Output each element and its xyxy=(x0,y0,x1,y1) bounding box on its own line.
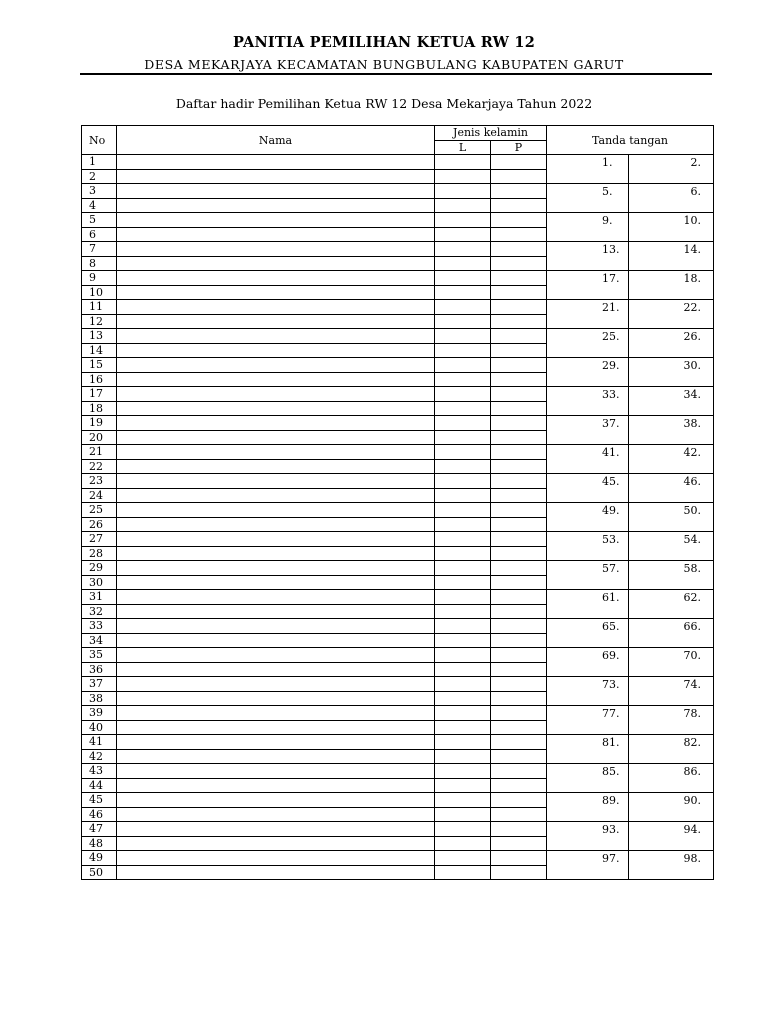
name-cell[interactable] xyxy=(117,561,435,576)
signature-slot-right[interactable]: 6. xyxy=(629,184,714,213)
gender-l-cell[interactable] xyxy=(435,503,491,518)
gender-p-cell[interactable] xyxy=(491,155,547,170)
gender-p-cell[interactable] xyxy=(491,445,547,460)
signature-slot-left[interactable]: 25. xyxy=(547,329,629,358)
table-row xyxy=(82,735,714,750)
gender-l-cell[interactable] xyxy=(435,227,491,242)
table-row xyxy=(82,503,714,518)
gender-p-cell[interactable] xyxy=(491,735,547,750)
row-number: 31 xyxy=(82,590,117,605)
name-cell[interactable] xyxy=(117,778,435,793)
row-number: 44 xyxy=(82,778,117,793)
gender-l-cell[interactable] xyxy=(435,851,491,866)
signature-slot-right[interactable]: 86. xyxy=(629,764,714,793)
row-number: 4 xyxy=(82,198,117,213)
table-row xyxy=(82,648,714,663)
column-header-no: No xyxy=(82,126,117,155)
signature-slot-left[interactable]: 49. xyxy=(547,503,629,532)
gender-p-cell[interactable] xyxy=(491,401,547,416)
signature-slot-right[interactable]: 42. xyxy=(629,445,714,474)
row-number: 20 xyxy=(82,430,117,445)
signature-slot-right[interactable]: 34. xyxy=(629,387,714,416)
gender-l-cell[interactable] xyxy=(435,213,491,228)
committee-title: PANITIA PEMILIHAN KETUA RW 12 xyxy=(232,34,535,51)
gender-l-cell[interactable] xyxy=(435,720,491,735)
row-number: 38 xyxy=(82,691,117,706)
gender-p-cell[interactable] xyxy=(491,691,547,706)
signature-slot-left[interactable]: 41. xyxy=(547,445,629,474)
row-number: 29 xyxy=(82,561,117,576)
signature-slot-left[interactable]: 17. xyxy=(547,271,629,300)
gender-l-cell[interactable] xyxy=(435,604,491,619)
gender-p-cell[interactable] xyxy=(491,198,547,213)
gender-l-cell[interactable] xyxy=(435,662,491,677)
gender-l-cell[interactable] xyxy=(435,865,491,880)
row-number: 37 xyxy=(82,677,117,692)
gender-p-cell[interactable] xyxy=(491,778,547,793)
gender-l-cell[interactable] xyxy=(435,314,491,329)
row-number: 10 xyxy=(82,285,117,300)
signature-slot-left[interactable]: 65. xyxy=(547,619,629,648)
table-row xyxy=(82,561,714,576)
table-row xyxy=(82,851,714,866)
gender-l-cell[interactable] xyxy=(435,735,491,750)
signature-slot-right[interactable]: 26. xyxy=(629,329,714,358)
name-cell[interactable] xyxy=(117,300,435,315)
row-number: 19 xyxy=(82,416,117,431)
name-cell[interactable] xyxy=(117,720,435,735)
row-number: 35 xyxy=(82,648,117,663)
row-number: 18 xyxy=(82,401,117,416)
row-number: 25 xyxy=(82,503,117,518)
name-cell[interactable] xyxy=(117,256,435,271)
gender-p-cell[interactable] xyxy=(491,285,547,300)
gender-p-cell[interactable] xyxy=(491,474,547,489)
signature-slot-left[interactable]: 45. xyxy=(547,474,629,503)
row-number: 49 xyxy=(82,851,117,866)
name-cell[interactable] xyxy=(117,749,435,764)
gender-p-cell[interactable] xyxy=(491,517,547,532)
table-row xyxy=(82,532,714,547)
gender-l-cell[interactable] xyxy=(435,488,491,503)
table-row xyxy=(82,329,714,344)
gender-p-cell[interactable] xyxy=(491,387,547,402)
signature-slot-right[interactable]: 54. xyxy=(629,532,714,561)
name-cell[interactable] xyxy=(117,430,435,445)
signature-slot-left[interactable]: 81. xyxy=(547,735,629,764)
gender-l-cell[interactable] xyxy=(435,256,491,271)
gender-p-cell[interactable] xyxy=(491,749,547,764)
name-cell[interactable] xyxy=(117,706,435,721)
name-cell[interactable] xyxy=(117,416,435,431)
gender-p-cell[interactable] xyxy=(491,836,547,851)
row-number: 48 xyxy=(82,836,117,851)
gender-p-cell[interactable] xyxy=(491,416,547,431)
name-cell[interactable] xyxy=(117,517,435,532)
signature-slot-right[interactable]: 90. xyxy=(629,793,714,822)
name-cell[interactable] xyxy=(117,271,435,286)
signature-slot-right[interactable]: 98. xyxy=(629,851,714,880)
row-number: 2 xyxy=(82,169,117,184)
name-cell[interactable] xyxy=(117,358,435,373)
row-number: 13 xyxy=(82,329,117,344)
row-number: 47 xyxy=(82,822,117,837)
table-row xyxy=(82,706,714,721)
village-subtitle: DESA MEKARJAYA KECAMATAN BUNGBULANG KABUPATEN GARUT xyxy=(144,57,624,72)
gender-l-cell[interactable] xyxy=(435,793,491,808)
signature-slot-left[interactable]: 93. xyxy=(547,822,629,851)
gender-p-cell[interactable] xyxy=(491,865,547,880)
gender-l-cell[interactable] xyxy=(435,619,491,634)
gender-p-cell[interactable] xyxy=(491,851,547,866)
name-cell[interactable] xyxy=(117,691,435,706)
gender-p-cell[interactable] xyxy=(491,343,547,358)
signature-slot-left[interactable]: 69. xyxy=(547,648,629,677)
signature-slot-right[interactable]: 94. xyxy=(629,822,714,851)
gender-l-cell[interactable] xyxy=(435,242,491,257)
gender-l-cell[interactable] xyxy=(435,343,491,358)
name-cell[interactable] xyxy=(117,213,435,228)
gender-p-cell[interactable] xyxy=(491,720,547,735)
signature-slot-left[interactable]: 21. xyxy=(547,300,629,329)
table-row xyxy=(82,445,714,460)
gender-p-cell[interactable] xyxy=(491,256,547,271)
gender-l-cell[interactable] xyxy=(435,155,491,170)
row-number: 8 xyxy=(82,256,117,271)
attendance-heading: Daftar hadir Pemilihan Ketua RW 12 Desa Mekarjaya Tahun 2022 xyxy=(175,96,593,111)
gender-p-cell[interactable] xyxy=(491,764,547,779)
name-cell[interactable] xyxy=(117,822,435,837)
table-row xyxy=(82,474,714,489)
gender-p-cell[interactable] xyxy=(491,488,547,503)
column-header-jenis-kelamin: Jenis kelamin xyxy=(435,126,547,141)
name-cell[interactable] xyxy=(117,662,435,677)
gender-p-cell[interactable] xyxy=(491,532,547,547)
signature-slot-right[interactable]: 50. xyxy=(629,503,714,532)
gender-l-cell[interactable] xyxy=(435,416,491,431)
name-cell[interactable] xyxy=(117,735,435,750)
signature-slot-right[interactable]: 66. xyxy=(629,619,714,648)
name-cell[interactable] xyxy=(117,474,435,489)
gender-p-cell[interactable] xyxy=(491,503,547,518)
gender-l-cell[interactable] xyxy=(435,372,491,387)
name-cell[interactable] xyxy=(117,677,435,692)
row-number: 1 xyxy=(82,155,117,170)
gender-l-cell[interactable] xyxy=(435,459,491,474)
gender-l-cell[interactable] xyxy=(435,474,491,489)
gender-l-cell[interactable] xyxy=(435,445,491,460)
gender-l-cell[interactable] xyxy=(435,271,491,286)
gender-l-cell[interactable] xyxy=(435,546,491,561)
name-cell[interactable] xyxy=(117,198,435,213)
signature-slot-left[interactable]: 89. xyxy=(547,793,629,822)
gender-l-cell[interactable] xyxy=(435,764,491,779)
row-number: 5 xyxy=(82,213,117,228)
signature-slot-right[interactable]: 18. xyxy=(629,271,714,300)
name-cell[interactable] xyxy=(117,155,435,170)
name-cell[interactable] xyxy=(117,329,435,344)
row-number: 14 xyxy=(82,343,117,358)
signature-slot-right[interactable]: 38. xyxy=(629,416,714,445)
name-cell[interactable] xyxy=(117,184,435,199)
signature-slot-left[interactable]: 61. xyxy=(547,590,629,619)
gender-l-cell[interactable] xyxy=(435,822,491,837)
row-number: 6 xyxy=(82,227,117,242)
gender-p-cell[interactable] xyxy=(491,590,547,605)
table-row xyxy=(82,242,714,257)
gender-l-cell[interactable] xyxy=(435,807,491,822)
gender-l-cell[interactable] xyxy=(435,836,491,851)
row-number: 39 xyxy=(82,706,117,721)
name-cell[interactable] xyxy=(117,314,435,329)
table-row xyxy=(82,764,714,779)
name-cell[interactable] xyxy=(117,503,435,518)
row-number: 33 xyxy=(82,619,117,634)
signature-slot-left[interactable]: 97. xyxy=(547,851,629,880)
row-number: 28 xyxy=(82,546,117,561)
signature-slot-right[interactable]: 46. xyxy=(629,474,714,503)
gender-p-cell[interactable] xyxy=(491,633,547,648)
gender-p-cell[interactable] xyxy=(491,546,547,561)
row-number: 45 xyxy=(82,793,117,808)
name-cell[interactable] xyxy=(117,836,435,851)
signature-slot-left[interactable]: 33. xyxy=(547,387,629,416)
row-number: 34 xyxy=(82,633,117,648)
gender-p-cell[interactable] xyxy=(491,822,547,837)
table-row xyxy=(82,677,714,692)
row-number: 21 xyxy=(82,445,117,460)
table-row xyxy=(82,300,714,315)
table-row xyxy=(82,793,714,808)
name-cell[interactable] xyxy=(117,590,435,605)
signature-slot-right[interactable]: 62. xyxy=(629,590,714,619)
row-number: 50 xyxy=(82,865,117,880)
name-cell[interactable] xyxy=(117,619,435,634)
table-header-row xyxy=(82,126,714,141)
signature-slot-right[interactable]: 58. xyxy=(629,561,714,590)
gender-l-cell[interactable] xyxy=(435,633,491,648)
gender-p-cell[interactable] xyxy=(491,213,547,228)
gender-p-cell[interactable] xyxy=(491,184,547,199)
column-header-l: L xyxy=(435,141,491,155)
name-cell[interactable] xyxy=(117,372,435,387)
gender-l-cell[interactable] xyxy=(435,401,491,416)
row-number: 26 xyxy=(82,517,117,532)
name-cell[interactable] xyxy=(117,532,435,547)
name-cell[interactable] xyxy=(117,546,435,561)
signature-slot-left[interactable]: 5. xyxy=(547,184,629,213)
row-number: 3 xyxy=(82,184,117,199)
gender-p-cell[interactable] xyxy=(491,662,547,677)
name-cell[interactable] xyxy=(117,851,435,866)
name-cell[interactable] xyxy=(117,807,435,822)
signature-slot-right[interactable]: 10. xyxy=(629,213,714,242)
name-cell[interactable] xyxy=(117,604,435,619)
gender-l-cell[interactable] xyxy=(435,169,491,184)
gender-p-cell[interactable] xyxy=(491,677,547,692)
gender-p-cell[interactable] xyxy=(491,561,547,576)
gender-p-cell[interactable] xyxy=(491,706,547,721)
table-row xyxy=(82,619,714,634)
signature-slot-left[interactable]: 9. xyxy=(547,213,629,242)
row-number: 46 xyxy=(82,807,117,822)
table-row xyxy=(82,387,714,402)
name-cell[interactable] xyxy=(117,575,435,590)
row-number: 7 xyxy=(82,242,117,257)
table-row xyxy=(82,358,714,373)
signature-slot-right[interactable]: 74. xyxy=(629,677,714,706)
table-row xyxy=(82,155,714,170)
signature-slot-right[interactable]: 78. xyxy=(629,706,714,735)
gender-l-cell[interactable] xyxy=(435,561,491,576)
gender-l-cell[interactable] xyxy=(435,648,491,663)
signature-slot-left[interactable]: 29. xyxy=(547,358,629,387)
table-body xyxy=(82,155,714,880)
name-cell[interactable] xyxy=(117,445,435,460)
gender-l-cell[interactable] xyxy=(435,575,491,590)
gender-l-cell[interactable] xyxy=(435,778,491,793)
row-number: 22 xyxy=(82,459,117,474)
name-cell[interactable] xyxy=(117,793,435,808)
signature-slot-left[interactable]: 73. xyxy=(547,677,629,706)
gender-p-cell[interactable] xyxy=(491,271,547,286)
row-number: 40 xyxy=(82,720,117,735)
name-cell[interactable] xyxy=(117,459,435,474)
signature-slot-right[interactable]: 82. xyxy=(629,735,714,764)
name-cell[interactable] xyxy=(117,387,435,402)
gender-l-cell[interactable] xyxy=(435,358,491,373)
name-cell[interactable] xyxy=(117,343,435,358)
name-cell[interactable] xyxy=(117,227,435,242)
gender-p-cell[interactable] xyxy=(491,300,547,315)
gender-l-cell[interactable] xyxy=(435,184,491,199)
gender-l-cell[interactable] xyxy=(435,749,491,764)
gender-l-cell[interactable] xyxy=(435,532,491,547)
row-number: 12 xyxy=(82,314,117,329)
row-number: 41 xyxy=(82,735,117,750)
gender-l-cell[interactable] xyxy=(435,517,491,532)
gender-l-cell[interactable] xyxy=(435,300,491,315)
signature-slot-left[interactable]: 37. xyxy=(547,416,629,445)
signature-slot-left[interactable]: 77. xyxy=(547,706,629,735)
gender-l-cell[interactable] xyxy=(435,691,491,706)
signature-slot-right[interactable]: 14. xyxy=(629,242,714,271)
gender-l-cell[interactable] xyxy=(435,198,491,213)
table-row xyxy=(82,822,714,837)
name-cell[interactable] xyxy=(117,401,435,416)
signature-slot-left[interactable]: 13. xyxy=(547,242,629,271)
gender-p-cell[interactable] xyxy=(491,169,547,184)
table-row xyxy=(82,184,714,199)
name-cell[interactable] xyxy=(117,633,435,648)
gender-p-cell[interactable] xyxy=(491,648,547,663)
signature-slot-right[interactable]: 70. xyxy=(629,648,714,677)
gender-p-cell[interactable] xyxy=(491,807,547,822)
column-header-nama: Nama xyxy=(117,126,435,155)
gender-p-cell[interactable] xyxy=(491,372,547,387)
row-number: 42 xyxy=(82,749,117,764)
table-row xyxy=(82,590,714,605)
gender-p-cell[interactable] xyxy=(491,604,547,619)
attendance-table xyxy=(81,125,714,880)
gender-l-cell[interactable] xyxy=(435,706,491,721)
gender-p-cell[interactable] xyxy=(491,358,547,373)
signature-slot-right[interactable]: 22. xyxy=(629,300,714,329)
gender-p-cell[interactable] xyxy=(491,329,547,344)
name-cell[interactable] xyxy=(117,242,435,257)
column-header-tanda-tangan: Tanda tangan xyxy=(547,126,714,155)
row-number: 11 xyxy=(82,300,117,315)
row-number: 30 xyxy=(82,575,117,590)
column-header-p: P xyxy=(491,141,547,155)
name-cell[interactable] xyxy=(117,764,435,779)
gender-l-cell[interactable] xyxy=(435,590,491,605)
gender-l-cell[interactable] xyxy=(435,430,491,445)
name-cell[interactable] xyxy=(117,648,435,663)
signature-slot-left[interactable]: 57. xyxy=(547,561,629,590)
row-number: 36 xyxy=(82,662,117,677)
row-number: 27 xyxy=(82,532,117,547)
gender-p-cell[interactable] xyxy=(491,242,547,257)
name-cell[interactable] xyxy=(117,285,435,300)
signature-slot-left[interactable]: 85. xyxy=(547,764,629,793)
name-cell[interactable] xyxy=(117,865,435,880)
table-row xyxy=(82,213,714,228)
gender-p-cell[interactable] xyxy=(491,575,547,590)
gender-l-cell[interactable] xyxy=(435,285,491,300)
name-cell[interactable] xyxy=(117,169,435,184)
row-number: 15 xyxy=(82,358,117,373)
row-number: 17 xyxy=(82,387,117,402)
header-divider xyxy=(80,73,712,75)
row-number: 16 xyxy=(82,372,117,387)
row-number: 9 xyxy=(82,271,117,286)
gender-l-cell[interactable] xyxy=(435,387,491,402)
gender-p-cell[interactable] xyxy=(491,227,547,242)
row-number: 24 xyxy=(82,488,117,503)
gender-l-cell[interactable] xyxy=(435,329,491,344)
signature-slot-left[interactable]: 1. xyxy=(547,155,629,184)
signature-slot-left[interactable]: 53. xyxy=(547,532,629,561)
gender-p-cell[interactable] xyxy=(491,619,547,634)
row-number: 23 xyxy=(82,474,117,489)
gender-p-cell[interactable] xyxy=(491,314,547,329)
gender-l-cell[interactable] xyxy=(435,677,491,692)
signature-slot-right[interactable]: 2. xyxy=(629,155,714,184)
signature-slot-right[interactable]: 30. xyxy=(629,358,714,387)
row-number: 43 xyxy=(82,764,117,779)
name-cell[interactable] xyxy=(117,488,435,503)
table-row xyxy=(82,271,714,286)
gender-p-cell[interactable] xyxy=(491,430,547,445)
row-number: 32 xyxy=(82,604,117,619)
gender-p-cell[interactable] xyxy=(491,459,547,474)
table-row xyxy=(82,416,714,431)
gender-p-cell[interactable] xyxy=(491,793,547,808)
